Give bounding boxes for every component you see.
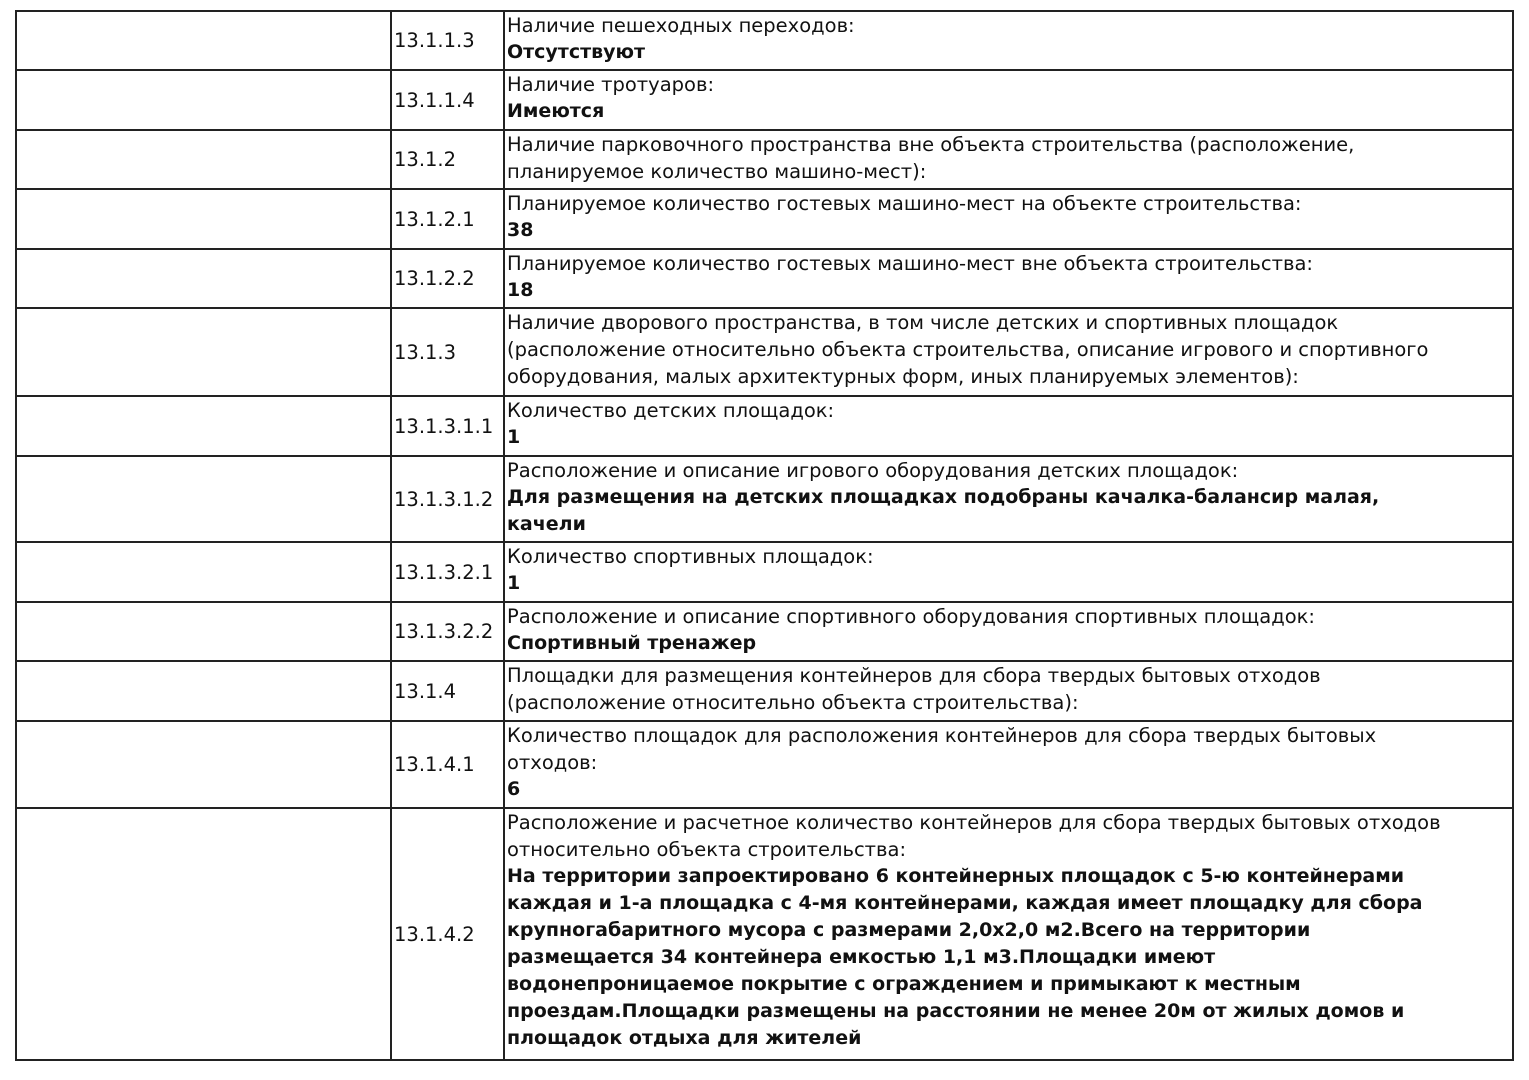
item-number: 13.1.3.2.1 xyxy=(391,542,504,602)
item-value-line: качели xyxy=(507,513,586,535)
item-number: 13.1.4 xyxy=(391,661,504,721)
empty-cell xyxy=(16,130,391,189)
item-description xyxy=(504,189,1513,249)
table-row xyxy=(16,249,1513,308)
document-table xyxy=(15,10,1514,1061)
empty-cell xyxy=(16,721,391,808)
empty-cell xyxy=(16,808,391,1060)
item-value-line: каждая и 1-а площадка с 4-мя контейнерами, каждая имеет площадку для сбора xyxy=(507,892,1423,914)
item-label-line: планируемое количество машино-мест): xyxy=(507,160,927,183)
item-label-line: (расположение относительно объекта строительства): xyxy=(507,691,1079,714)
empty-cell xyxy=(16,602,391,661)
table-row xyxy=(16,456,1513,542)
item-label-line: Количество спортивных площадок: xyxy=(507,545,874,568)
item-value-line: Спортивный тренажер xyxy=(507,632,757,654)
item-value-line: Отсутствуют xyxy=(507,41,645,63)
empty-cell xyxy=(16,308,391,396)
table-row xyxy=(16,542,1513,602)
item-label-line: Площадки для размещения контейнеров для сбора твердых бытовых отходов xyxy=(507,664,1321,687)
item-number: 13.1.4.2 xyxy=(391,808,504,1060)
item-value-line: На территории запроектировано 6 контейнерных площадок с 5-ю контейнерами xyxy=(507,865,1405,887)
table-row xyxy=(16,721,1513,808)
item-number: 13.1.2.1 xyxy=(391,189,504,249)
item-number: 13.1.3 xyxy=(391,308,504,396)
table-row xyxy=(16,11,1513,70)
table-row xyxy=(16,130,1513,189)
item-label-line: оборудования, малых архитектурных форм, иных планируемых элементов): xyxy=(507,365,1299,388)
item-label-line: Количество площадок для расположения контейнеров для сбора твердых бытовых xyxy=(507,724,1377,747)
table-row xyxy=(16,661,1513,721)
empty-cell xyxy=(16,456,391,542)
item-label-line: Планируемое количество гостевых машино-мест на объекте строительства: xyxy=(507,192,1302,215)
table-row xyxy=(16,70,1513,130)
item-description xyxy=(504,11,1513,70)
item-value-line: Для размещения на детских площадках подобраны качалка-балансир малая, xyxy=(507,486,1380,508)
item-description xyxy=(504,456,1513,542)
table-row xyxy=(16,189,1513,249)
item-number: 13.1.3.1.2 xyxy=(391,456,504,542)
item-description xyxy=(504,308,1513,396)
item-description xyxy=(504,661,1513,721)
item-label-line: Планируемое количество гостевых машино-мест вне объекта строительства: xyxy=(507,252,1313,275)
item-value-line: 1 xyxy=(507,572,521,594)
empty-cell xyxy=(16,396,391,456)
item-value-line: водонепроницаемое покрытие с ограждением и примыкают к местным xyxy=(507,973,1301,995)
item-value-line: 18 xyxy=(507,279,534,301)
item-number: 13.1.3.2.2 xyxy=(391,602,504,661)
empty-cell xyxy=(16,249,391,308)
item-description xyxy=(504,542,1513,602)
item-number: 13.1.2.2 xyxy=(391,249,504,308)
item-value-line: крупногабаритного мусора с размерами 2,0х2,0 м2.Всего на территории xyxy=(507,919,1311,941)
item-description xyxy=(504,396,1513,456)
item-value-line: 6 xyxy=(507,778,521,800)
table-row xyxy=(16,396,1513,456)
item-number: 13.1.1.4 xyxy=(391,70,504,130)
item-label-line: Наличие тротуаров: xyxy=(507,73,715,96)
item-label-line: Расположение и расчетное количество контейнеров для сбора твердых бытовых отходов xyxy=(507,811,1441,834)
item-value-line: проездам.Площадки размещены на расстоянии не менее 20м от жилых домов и xyxy=(507,1000,1405,1022)
table-row xyxy=(16,808,1513,1060)
item-description xyxy=(504,130,1513,189)
table-row xyxy=(16,602,1513,661)
table-row xyxy=(16,308,1513,396)
item-description xyxy=(504,602,1513,661)
item-label-line: Расположение и описание игрового оборудования детских площадок: xyxy=(507,459,1239,482)
item-label-line: Наличие пешеходных переходов: xyxy=(507,14,855,37)
empty-cell xyxy=(16,11,391,70)
item-value-line: 1 xyxy=(507,426,521,448)
item-value-line: Имеются xyxy=(507,100,605,122)
item-description xyxy=(504,808,1513,1060)
item-label-line: (расположение относительно объекта строительства, описание игрового и спортивного xyxy=(507,338,1429,361)
item-description xyxy=(504,70,1513,130)
item-value-line: 38 xyxy=(507,219,534,241)
item-label-line: Расположение и описание спортивного оборудования спортивных площадок: xyxy=(507,605,1315,628)
item-description xyxy=(504,249,1513,308)
empty-cell xyxy=(16,189,391,249)
empty-cell xyxy=(16,70,391,130)
empty-cell xyxy=(16,661,391,721)
item-number: 13.1.3.1.1 xyxy=(391,396,504,456)
item-value-line: площадок отдыха для жителей xyxy=(507,1027,862,1049)
item-number: 13.1.4.1 xyxy=(391,721,504,808)
item-label-line: относительно объекта строительства: xyxy=(507,838,907,861)
item-label-line: Количество детских площадок: xyxy=(507,399,835,422)
item-label-line: Наличие парковочного пространства вне объекта строительства (расположение, xyxy=(507,133,1355,156)
item-label-line: отходов: xyxy=(507,751,598,774)
item-description xyxy=(504,721,1513,808)
empty-cell xyxy=(16,542,391,602)
item-number: 13.1.1.3 xyxy=(391,11,504,70)
item-label-line: Наличие дворового пространства, в том числе детских и спортивных площадок xyxy=(507,311,1339,334)
item-value-line: размещается 34 контейнера емкостью 1,1 м3.Площадки имеют xyxy=(507,946,1216,968)
item-number: 13.1.2 xyxy=(391,130,504,189)
